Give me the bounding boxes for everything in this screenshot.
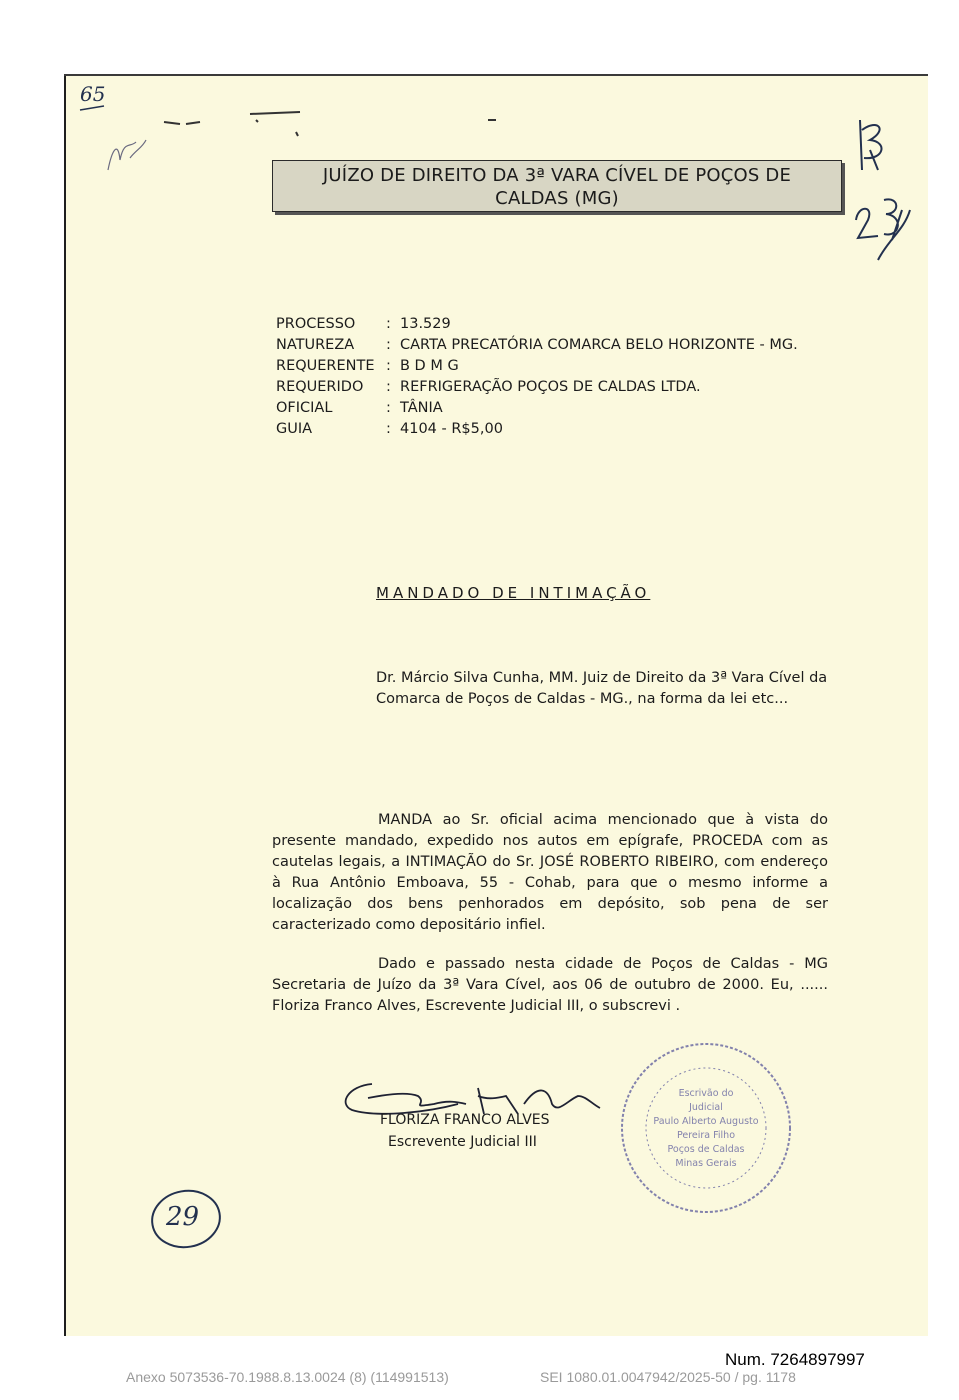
stamp-line: Escrivão do [678, 1088, 734, 1099]
field-value: TÂNIA [400, 400, 443, 416]
document-heading: MANDADO DE INTIMAÇÃO [376, 584, 651, 602]
order-paragraph [272, 810, 828, 936]
circled-page-number: 29 [166, 1202, 200, 1232]
stamp-line: Minas Gerais [675, 1158, 737, 1169]
margin-note-top-left: 65 [80, 82, 106, 106]
signer-role: Escrevente Judicial III [388, 1134, 537, 1150]
field-value: 4104 - R$5,00 [400, 421, 503, 437]
court-header [272, 160, 842, 212]
court-seal-stamp [616, 1038, 796, 1218]
sei-reference: SEI 1080.01.0047942/2025-50 / pg. 1178 [540, 1369, 796, 1385]
stamp-line: Judicial [689, 1102, 723, 1113]
stamp-line: Paulo Alberto Augusto [653, 1116, 759, 1127]
order-paragraph-text: MANDA ao Sr. oficial acima mencionado que à vista do presente mandado, expedido nos autos em epígrafe, PROCEDA com as cautelas legais, a INTIMAÇÃO do Sr. JOSÉ ROBERTO RIBEIRO, com endereço à Rua Antônio Emboava, 55 - Cohab, para que o mesmo informe a localização dos bens penhorados em depósito, sob pena de ser caracterizado como depositário infiel. [272, 812, 828, 933]
annex-reference: Anexo 5073536-70.1988.8.13.0024 (8) (114991513) [126, 1369, 449, 1385]
closing-paragraph-text: Dado e passado nesta cidade de Poços de Caldas - MG Secretaria de Juízo da 3ª Vara Cível, aos 06 de outubro de 2000. Eu, ...... Floriza Franco Alves, Escrevente Judicial III, o subscrevi . [272, 956, 828, 1014]
field-label: REQUERIDO [276, 379, 364, 395]
field-label: REQUERENTE [276, 358, 375, 374]
court-header-line1: JUÍZO DE DIREITO DA 3ª VARA CÍVEL DE POÇOS DE [322, 165, 792, 186]
field-value: CARTA PRECATÓRIA COMARCA BELO HORIZONTE - MG. [400, 337, 798, 353]
field-label: PROCESSO [276, 316, 356, 332]
signer-name: FLORIZA FRANCO ALVES [380, 1112, 550, 1128]
field-value: 13.529 [400, 316, 451, 332]
paper-left-edge [64, 76, 66, 1336]
stamp-line: Poços de Caldas [667, 1144, 745, 1155]
closing-paragraph [272, 954, 828, 1017]
judge-intro: Dr. Márcio Silva Cunha, MM. Juiz de Direito da 3ª Vara Cível da Comarca de Poços de Caldas - MG., na forma da lei etc... [376, 670, 828, 707]
signature-initials-top-right [848, 110, 918, 270]
document-number: Num. 7264897997 [725, 1350, 865, 1369]
stamp-line: Pereira Filho [676, 1130, 736, 1141]
dash-marks [160, 108, 510, 138]
field-label: OFICIAL [276, 400, 333, 416]
court-header-line2: CALDAS (MG) [495, 188, 619, 209]
margin-note-underline [78, 104, 108, 114]
field-label: NATUREZA [276, 337, 355, 353]
field-value: B D M G [400, 358, 459, 374]
field-value: REFRIGERAÇÃO POÇOS DE CALDAS LTDA. [400, 379, 701, 395]
scribble-top-left [100, 130, 150, 180]
field-label: GUIA [276, 421, 313, 437]
